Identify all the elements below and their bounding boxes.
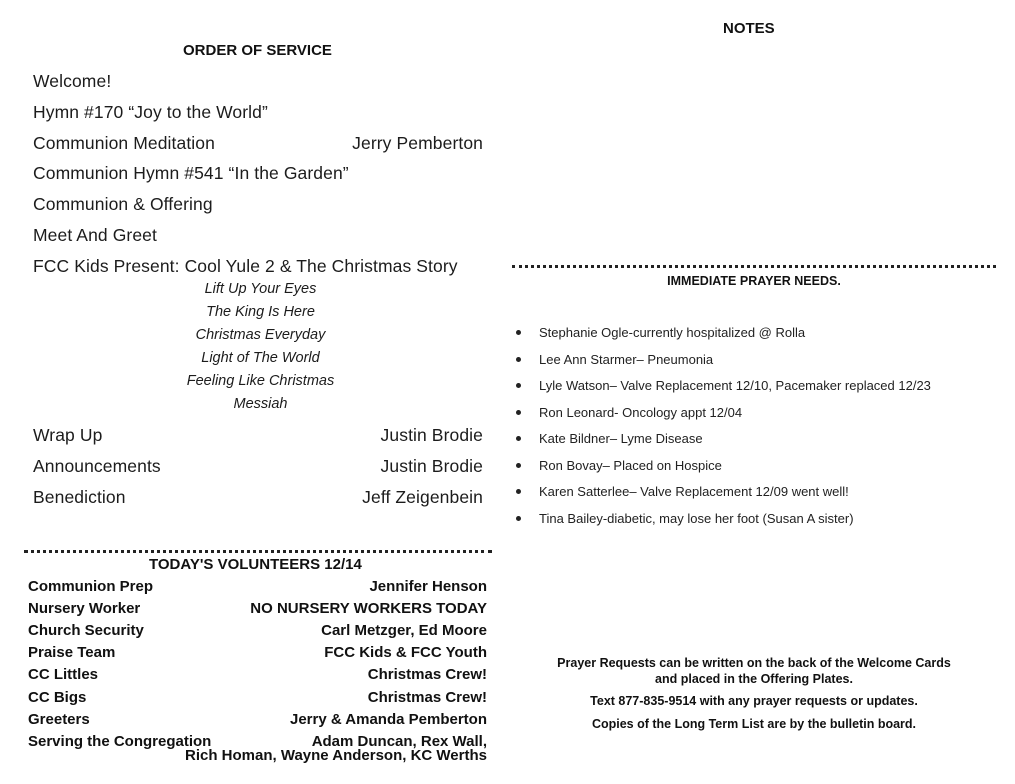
volunteer-role: Communion Prep [28,578,154,595]
prayer-needs-list [514,324,931,536]
list-item: Kate Bildner– Lyme Disease [514,430,931,457]
service-item-benediction: Benediction [33,487,126,507]
prayer-needs-title: IMMEDIATE PRAYER NEEDS. [667,274,841,288]
prayer-requests-note: Prayer Requests can be written on the back of the Welcome Cards [557,656,951,670]
volunteer-name: Adam Duncan, Rex Wall, [311,733,487,750]
list-item: Ron Leonard- Oncology appt 12/04 [514,404,931,431]
service-item-meet-and-greet: Meet And Greet [33,225,157,245]
volunteer-role: Nursery Worker [28,600,141,617]
dotted-divider [512,265,996,268]
volunteer-role: Praise Team [28,644,116,661]
service-item-fcc-kids: FCC Kids Present: Cool Yule 2 & The Christmas Story [33,256,458,276]
long-term-list-note: Copies of the Long Term List are by the bulletin board. [591,717,917,731]
volunteer-role: CC Bigs [28,689,87,706]
list-item: Stephanie Ogle-currently hospitalized @ Rolla [514,324,931,351]
song-title: Lift Up Your Eyes [204,281,317,297]
song-title: Christmas Everyday [195,327,326,343]
song-title: Messiah [233,396,288,412]
list-item: Lyle Watson– Valve Replacement 12/10, Pacemaker replaced 12/23 [514,377,931,404]
order-of-service-title: ORDER OF SERVICE [183,42,332,59]
text-prayer-note: Text 877-835-9514 with any prayer requests or updates. [590,694,918,708]
service-item-welcome: Welcome! [33,71,112,91]
volunteer-name: Jerry & Amanda Pemberton [289,711,487,728]
service-item-announcements: Announcements [33,456,161,476]
dotted-divider [24,550,492,553]
service-item-communion-offering: Communion & Offering [33,194,213,214]
service-item-announcements-leader: Justin Brodie [380,456,483,476]
service-item-communion-meditation: Communion Meditation [33,133,215,153]
service-item-communion-meditation-leader: Jerry Pemberton [352,133,483,153]
volunteer-name: Christmas Crew! [367,666,487,683]
volunteer-name-continued: Rich Homan, Wayne Anderson, KC Werths [185,747,487,764]
volunteer-role: Serving the Congregation [28,733,212,750]
list-item: Lee Ann Starmer– Pneumonia [514,351,931,378]
list-item: Tina Bailey-diabetic, may lose her foot (Susan A sister) [514,510,931,537]
song-title: Light of The World [201,350,320,366]
song-title: The King Is Here [206,304,315,320]
prayer-requests-note-continued: and placed in the Offering Plates. [655,672,853,686]
volunteers-title: TODAY'S VOLUNTEERS 12/14 [149,556,362,573]
notes-title: NOTES [723,20,775,37]
volunteer-role: CC Littles [28,666,99,683]
volunteer-name: FCC Kids & FCC Youth [324,644,487,661]
service-item-wrap-up: Wrap Up [33,425,103,445]
volunteer-name: Jennifer Henson [369,578,487,595]
volunteer-role: Church Security [28,622,144,639]
volunteer-name: NO NURSERY WORKERS TODAY [250,600,487,617]
service-item-hymn-170: Hymn #170 “Joy to the World” [33,102,268,122]
service-item-wrap-up-leader: Justin Brodie [380,425,483,445]
volunteer-name: Christmas Crew! [367,689,487,706]
volunteer-name: Carl Metzger, Ed Moore [321,622,487,639]
song-title: Feeling Like Christmas [186,373,335,389]
service-item-benediction-leader: Jeff Zeigenbein [362,487,483,507]
list-item: Ron Bovay– Placed on Hospice [514,457,931,484]
list-item: Karen Satterlee– Valve Replacement 12/09 went well! [514,483,931,510]
volunteer-role: Greeters [28,711,90,728]
service-item-communion-hymn: Communion Hymn #541 “In the Garden” [33,163,349,183]
